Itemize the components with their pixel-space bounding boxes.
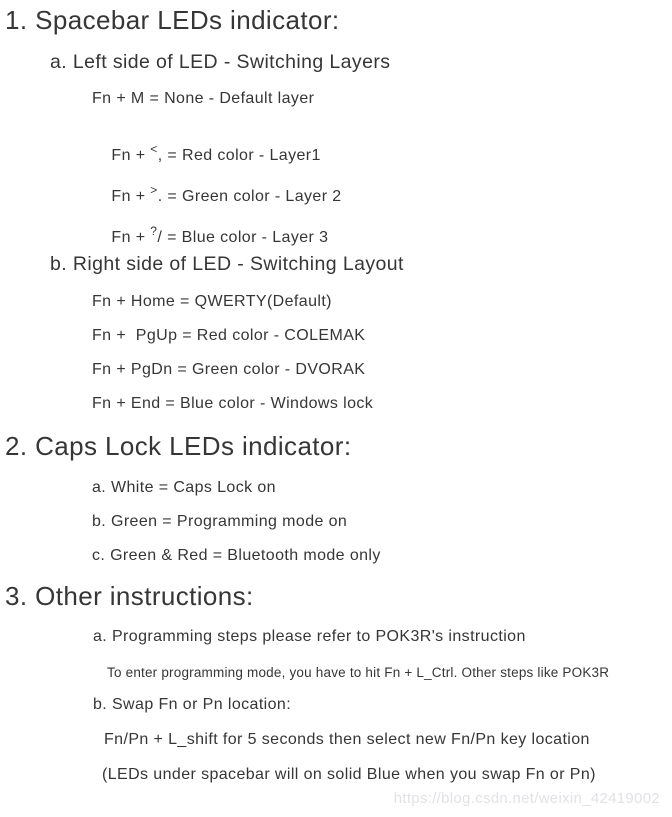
- line-suffix: = Blue color - Layer 3: [162, 229, 329, 246]
- instruction-line-fn-pgdn: Fn + PgDn = Green color - DVORAK: [92, 361, 366, 378]
- key-top-glyph: >: [150, 183, 158, 197]
- section-1-heading: 1. Spacebar LEDs indicator:: [5, 5, 340, 35]
- other-item-swap-note: (LEDs under spacebar will on solid Blue when you swap Fn or Pn): [102, 766, 596, 783]
- csdn-watermark: https://blog.csdn.net/weixin_42419002: [393, 790, 660, 807]
- instruction-line-fn-end: Fn + End = Blue color - Windows lock: [92, 395, 374, 412]
- line-prefix: Fn +: [111, 147, 151, 164]
- instruction-line-fn-m: Fn + M = None - Default layer: [92, 90, 315, 107]
- other-item-swap: b. Swap Fn or Pn location:: [93, 696, 292, 713]
- other-item-programming: a. Programming steps please refer to POK3R's instruction: [93, 628, 526, 645]
- other-item-programming-note: To enter programming mode, you have to hit Fn + L_Ctrl. Other steps like POK3R: [107, 665, 610, 680]
- key-base-glyph: .: [157, 188, 163, 205]
- line-suffix: = Red color - Layer1: [162, 147, 321, 164]
- section-2-heading: 2. Caps Lock LEDs indicator:: [5, 431, 352, 461]
- capslock-item-white: a. White = Caps Lock on: [92, 479, 276, 496]
- section-1a-heading: a. Left side of LED - Switching Layers: [50, 51, 391, 73]
- line-suffix: = Green color - Layer 2: [162, 188, 342, 205]
- line-prefix: Fn +: [111, 229, 151, 246]
- other-item-swap-step: Fn/Pn + L_shift for 5 seconds then select new Fn/Pn key location: [104, 731, 590, 748]
- key-base-glyph: ,: [157, 147, 163, 164]
- key-base-glyph: /: [157, 229, 163, 246]
- capslock-item-green-red: c. Green & Red = Bluetooth mode only: [92, 547, 381, 564]
- key-top-glyph: ?: [150, 224, 158, 238]
- section-3-heading: 3. Other instructions:: [5, 581, 254, 611]
- section-1b-heading: b. Right side of LED - Switching Layout: [50, 253, 404, 275]
- key-top-glyph: <: [150, 142, 158, 156]
- line-prefix: Fn +: [111, 188, 151, 205]
- instruction-line-fn-home: Fn + Home = QWERTY(Default): [92, 293, 332, 310]
- capslock-item-green: b. Green = Programming mode on: [92, 513, 348, 530]
- instruction-line-fn-pgup: Fn + PgUp = Red color - COLEMAK: [92, 327, 366, 344]
